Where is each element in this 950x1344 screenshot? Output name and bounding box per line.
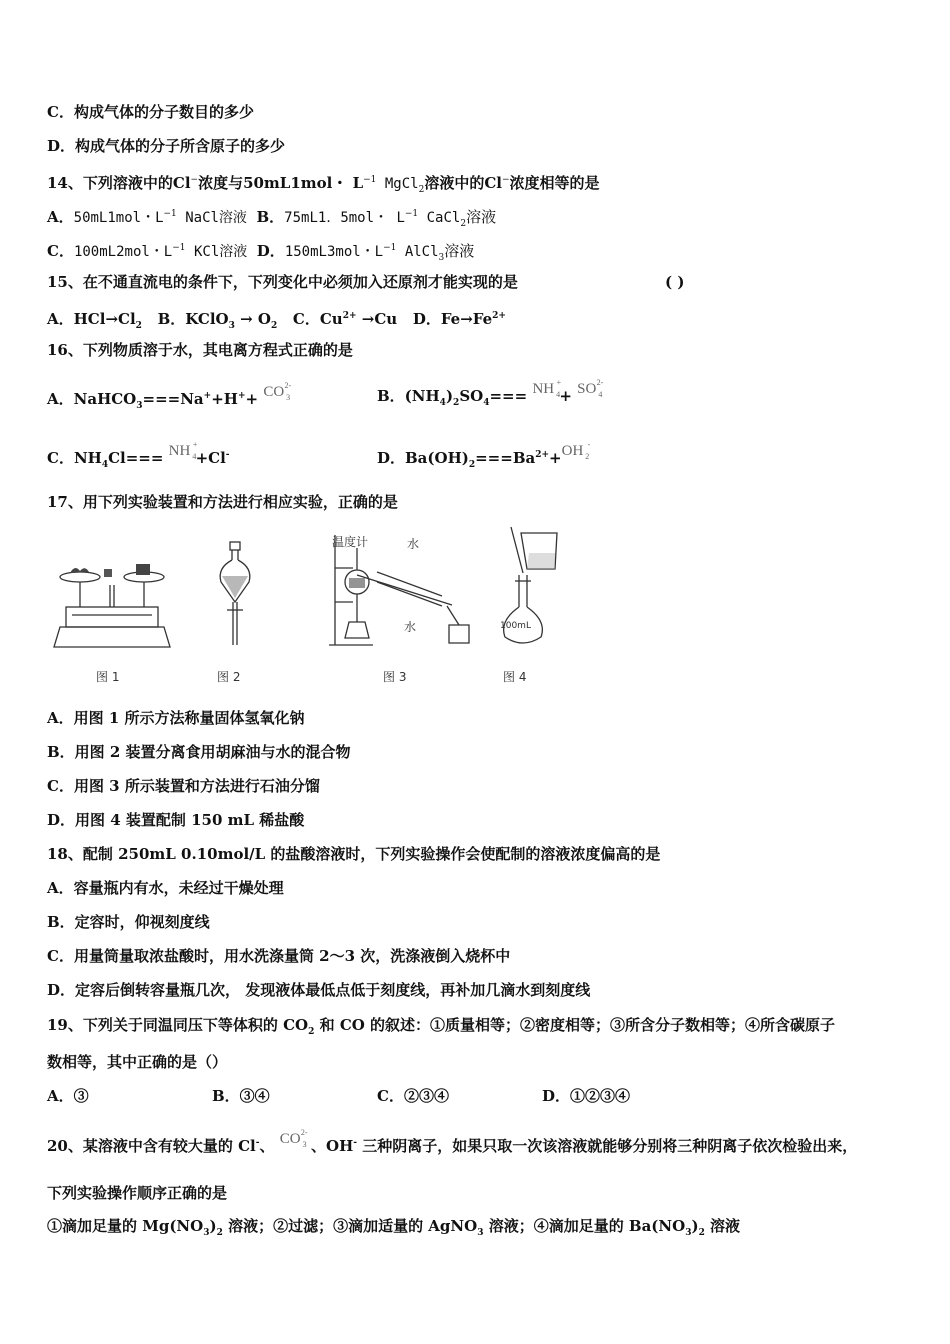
q14-stem: 14、下列溶液中的Cl−浓度与50mL1mol・ $L^{-1}$ MgCl$_2$溶液中的Cl−浓度相等的是 <box>47 174 600 195</box>
q16-option-c: C．$NH_4Cl===$ NH + 4 +Cl- <box>47 440 230 470</box>
q16-stem: 16、下列物质溶于水，其电离方程式正确的是 <box>47 341 353 359</box>
ammonium-ion: NH + 4 <box>532 378 562 399</box>
q17-option-b: B．用图 2 装置分离食用胡麻油与水的混合物 <box>47 743 351 761</box>
q19-option-d: D．①②③④ <box>542 1087 631 1105</box>
q18-option-c: C．用量筒量取浓盐酸时，用水洗涤量筒 2～3 次，洗涤液倒入烧杯中 <box>47 947 511 965</box>
q17-option-d: D．用图 4 装置配制 150 mL 稀盐酸 <box>47 811 305 829</box>
q19-stem-line1: 19、下列关于同温同压下等体积的 $CO_2$ 和 CO 的叙述：①质量相等；②密度相等；③所含分子数相等；④所含碳原子 <box>47 1016 836 1037</box>
figure-4-label: 图 4 <box>503 670 527 684</box>
separatory-funnel-figure <box>215 540 255 650</box>
q15-answer-paren: ( ) <box>665 273 685 291</box>
q13-option-d: D．构成气体的分子所含原子的多少 <box>47 137 286 155</box>
q13-option-c: C．构成气体的分子数目的多少 <box>47 103 254 121</box>
q14-options-ab: A．50mL1mol・$L^{-1}$ NaCl溶液 B．75mL1．5mol・ $L^{-1}$ CaCl$_2$溶液 <box>47 208 497 229</box>
q19-option-c: C．②③④ <box>377 1087 449 1105</box>
q16-option-a: A．NaHCO$_3$===Na++H++ CO 2- 3 <box>47 381 292 411</box>
hydroxide-ion: OH - 2 <box>561 440 591 461</box>
water-outlet-label: 水 <box>404 620 417 634</box>
q18-stem: 18、配制 250mL 0.10mol/L 的盐酸溶液时，下列实验操作会使配制的溶液浓度偏高的是 <box>47 845 661 863</box>
sulfate-ion: SO 2- 4 <box>577 378 604 399</box>
ammonium-ion: NH + 4 <box>168 440 198 461</box>
q15-options: A．$HCl\to Cl_2$ B．KClO$_3$ → $O_2$ C．$Cu^{2+} \to Cu$ D．$Fe\to Fe^{2+}$ <box>47 310 506 331</box>
flask-volume-label: 100mL <box>500 621 531 631</box>
q18-option-a: A．容量瓶内有水，未经过干燥处理 <box>47 879 284 897</box>
figure-2-label: 图 2 <box>217 670 241 684</box>
q18-option-d: D．定容后倒转容量瓶几次， 发现液体最低点低于刻度线，再补加几滴水到刻度线 <box>47 981 591 999</box>
q20-stem-line1: 20、某溶液中含有较大量的 Cl-、 CO 2- 3 、OH- 三种阴离子，如果只取一次该溶液就能够分别将三种阴离子依次检验出来， <box>47 1128 858 1155</box>
q17-option-a: A．用图 1 所示方法称量固体氢氧化钠 <box>47 709 305 727</box>
figure-1-label: 图 1 <box>96 670 120 684</box>
carbonate-ion: CO 2- 3 <box>263 381 292 402</box>
q19-stem-line2: 数相等，其中正确的是（） <box>47 1053 228 1071</box>
q17-stem: 17、用下列实验装置和方法进行相应实验，正确的是 <box>47 493 398 511</box>
q14-options-cd: C．100mL2mol・$L^{-1}$ KCl溶液 D．150mL3mol・$L^{-1}$ AlCl$_3$溶液 <box>47 242 475 263</box>
q19-option-b: B．③④ <box>212 1087 270 1105</box>
q18-option-b: B．定容时，仰视刻度线 <box>47 913 210 931</box>
q16-option-d: D．$Ba(OH)_2===Ba^{2+}+OH$ - 2 <box>377 440 591 470</box>
thermometer-label: 温度计 <box>332 535 369 549</box>
q15-stem: 15、在不通直流电的条件下，下列变化中必须加入还原剂才能实现的是 <box>47 273 518 291</box>
q17-option-c: C．用图 3 所示装置和方法进行石油分馏 <box>47 777 320 795</box>
q19-option-a: A．③ <box>47 1087 89 1105</box>
balance-scale-figure <box>52 555 172 650</box>
q16-option-b: B．$(NH_4)_2SO_4===$ NH + 4 + SO 2- 4 <box>377 378 604 408</box>
q20-stem-line2: 下列实验操作顺序正确的是 <box>47 1184 228 1202</box>
carbonate-ion: CO 2- 3 <box>279 1128 308 1149</box>
water-inlet-label: 水 <box>407 537 420 551</box>
volumetric-flask-figure <box>495 525 570 650</box>
figure-3-label: 图 3 <box>383 670 407 684</box>
q17-figures <box>47 525 607 685</box>
q20-steps: ①滴加足量的 $Mg(NO_3)_2$ 溶液；②过滤；③滴加适量的 AgNO$_3$ 溶液；④滴加足量的 $Ba(NO_3)_2$ 溶液 <box>47 1217 741 1238</box>
